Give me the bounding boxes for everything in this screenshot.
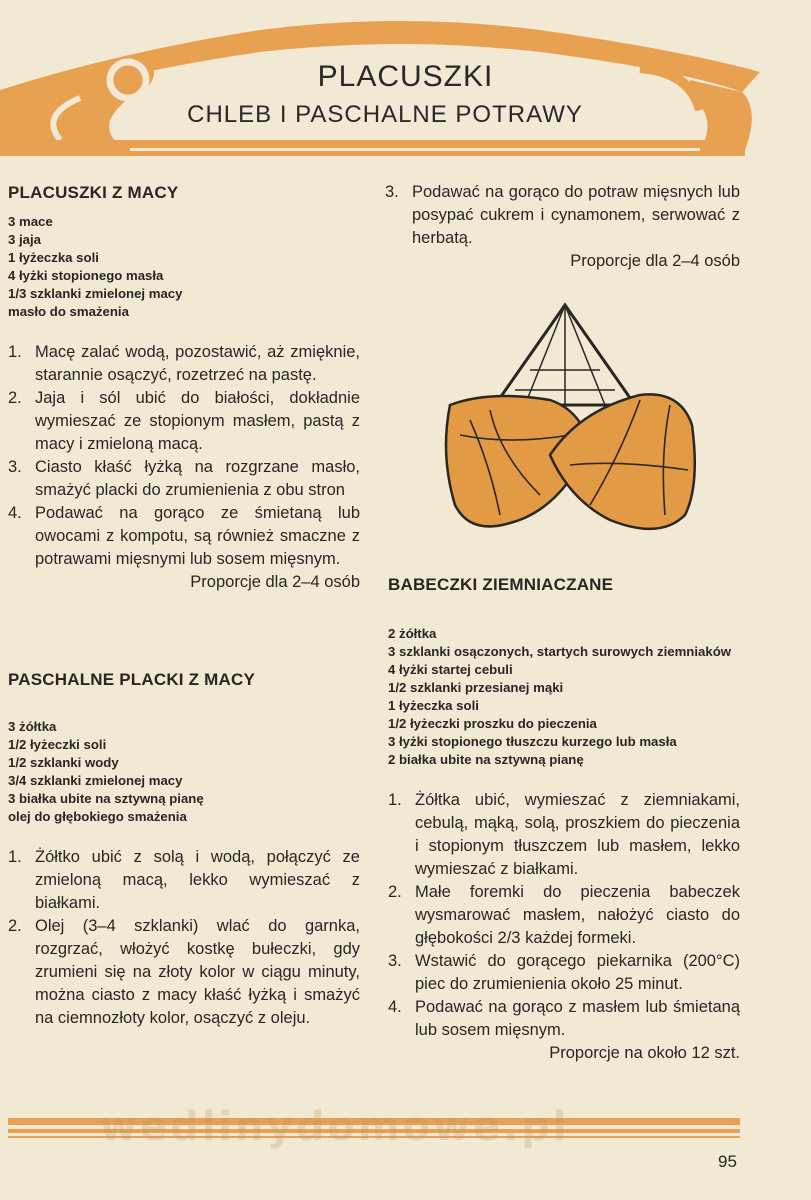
- ingredient-list: [8, 718, 360, 826]
- page-number: 95: [718, 1152, 737, 1171]
- ingredient: 3 jaja: [8, 232, 41, 247]
- recipe-title-placuszki: PLACUSZKI Z MACY: [8, 183, 179, 202]
- ingredient: 3 białka ubite na sztywną pianę: [8, 791, 204, 806]
- ingredient: 3 żółtka: [8, 719, 57, 734]
- ingredient: 1 łyżeczka soli: [8, 250, 99, 265]
- step: 2. Jaja i sól ubić do białości, dokładnie wymieszać ze stopionym masłem, pastą z macy i zmieloną macą.: [8, 389, 360, 453]
- page-subtitle: CHLEB I PASCHALNE POTRAWY: [187, 101, 583, 128]
- ingredient: olej do głębokiego smażenia: [8, 809, 187, 824]
- recipe-title-paschalne: PASCHALNE PLACKI Z MACY: [8, 670, 256, 689]
- ingredient: 2 żółtka: [388, 626, 437, 641]
- ingredient: 3/4 szklanki zmielonej macy: [8, 773, 183, 788]
- ingredient: 4 łyżki startej cebuli: [388, 662, 513, 677]
- step: 1. Żółtka ubić, wymieszać z ziemniakami, cebulą, mąką, solą, proszkiem do pieczenia i stopionym tłuszczem lub masłem, lekko wymieszać z białkami.: [388, 791, 740, 878]
- page-header: [0, 0, 811, 165]
- step-list: [8, 846, 360, 1030]
- right-column: [385, 181, 740, 273]
- step: 3. Podawać na gorąco do potraw mięsnych lub posypać cukrem i cynamonem, serwować z herbatą.: [385, 183, 740, 247]
- step-list: [388, 789, 740, 1042]
- page-title: PLACUSZKI: [317, 60, 494, 93]
- step: 4. Podawać na gorąco z masłem lub śmietaną lub sosem mięsnym.: [388, 998, 740, 1039]
- ingredient: 1/2 łyżeczki proszku do pieczenia: [388, 716, 597, 731]
- left-column: [8, 183, 360, 1030]
- ingredient-list: [8, 213, 360, 321]
- step: 3. Wstawić do gorącego piekarnika (200°C) piec do zrumienienia około 25 minut.: [388, 952, 740, 993]
- watermark: wedlinydomowe.pl: [100, 1104, 570, 1150]
- hamantaschen-illustration-icon: [430, 295, 700, 545]
- ingredient: 3 mace: [8, 214, 53, 229]
- step-list: [8, 341, 360, 571]
- ingredient: masło do smażenia: [8, 304, 129, 319]
- step: 1. Macę zalać wodą, pozostawić, aż zmięknie, starannie osączyć, rozetrzeć na pastę.: [8, 343, 360, 384]
- ingredient: 4 łyżki stopionego masła: [8, 268, 164, 283]
- ingredient: 1/2 szklanki przesianej mąki: [388, 680, 564, 695]
- proportion-text: Proporcje na około 12 szt.: [549, 1044, 740, 1062]
- ingredient: 1/3 szklanki zmielonej macy: [8, 286, 183, 301]
- step: 3. Ciasto kłaść łyżką na rozgrzane masło, smażyć placki do zrumienienia z obu stron: [8, 458, 360, 499]
- ingredient: 2 białka ubite na sztywną pianę: [388, 752, 584, 767]
- ingredient-list: [388, 625, 740, 769]
- step-list: [385, 181, 740, 250]
- ingredient: 3 szklanki osączonych, startych surowych ziemniaków: [388, 644, 732, 659]
- ingredient: 3 łyżki stopionego tłuszczu kurzego lub masła: [388, 734, 677, 749]
- step: 1. Żółtko ubić z solą i wodą, połączyć ze zmieloną macą, lekko wymieszać z białkami.: [8, 848, 360, 912]
- ingredient: 1/2 łyżeczki soli: [8, 737, 107, 752]
- step: 2. Olej (3–4 szklanki) wlać do garnka, rozgrzać, włożyć kostkę bułeczki, gdy zrumieni się na złoty kolor w ciągu minuty, można ciasto z macy kłaść łyżką i smażyć na ciemnozłoty kolor, osączyć z oleju.: [8, 917, 360, 1027]
- proportion-text: Proporcje dla 2–4 osób: [190, 573, 360, 591]
- right-column-lower: [388, 575, 740, 1065]
- recipe-title-babeczki: BABECZKI ZIEMNIACZANE: [388, 575, 614, 594]
- ingredient: 1 łyżeczka soli: [388, 698, 479, 713]
- proportion-text: Proporcje dla 2–4 osób: [570, 252, 740, 270]
- step: 4. Podawać na gorąco ze śmietaną lub owocami z kompotu, są również smaczne z potrawami mięsnymi lub sosem mięsnym.: [8, 504, 360, 568]
- step: 2. Małe foremki do pieczenia babeczek wysmarować masłem, nałożyć ciasto do głębokości 2/3 każdej formeki.: [388, 883, 740, 947]
- ingredient: 1/2 szklanki wody: [8, 755, 119, 770]
